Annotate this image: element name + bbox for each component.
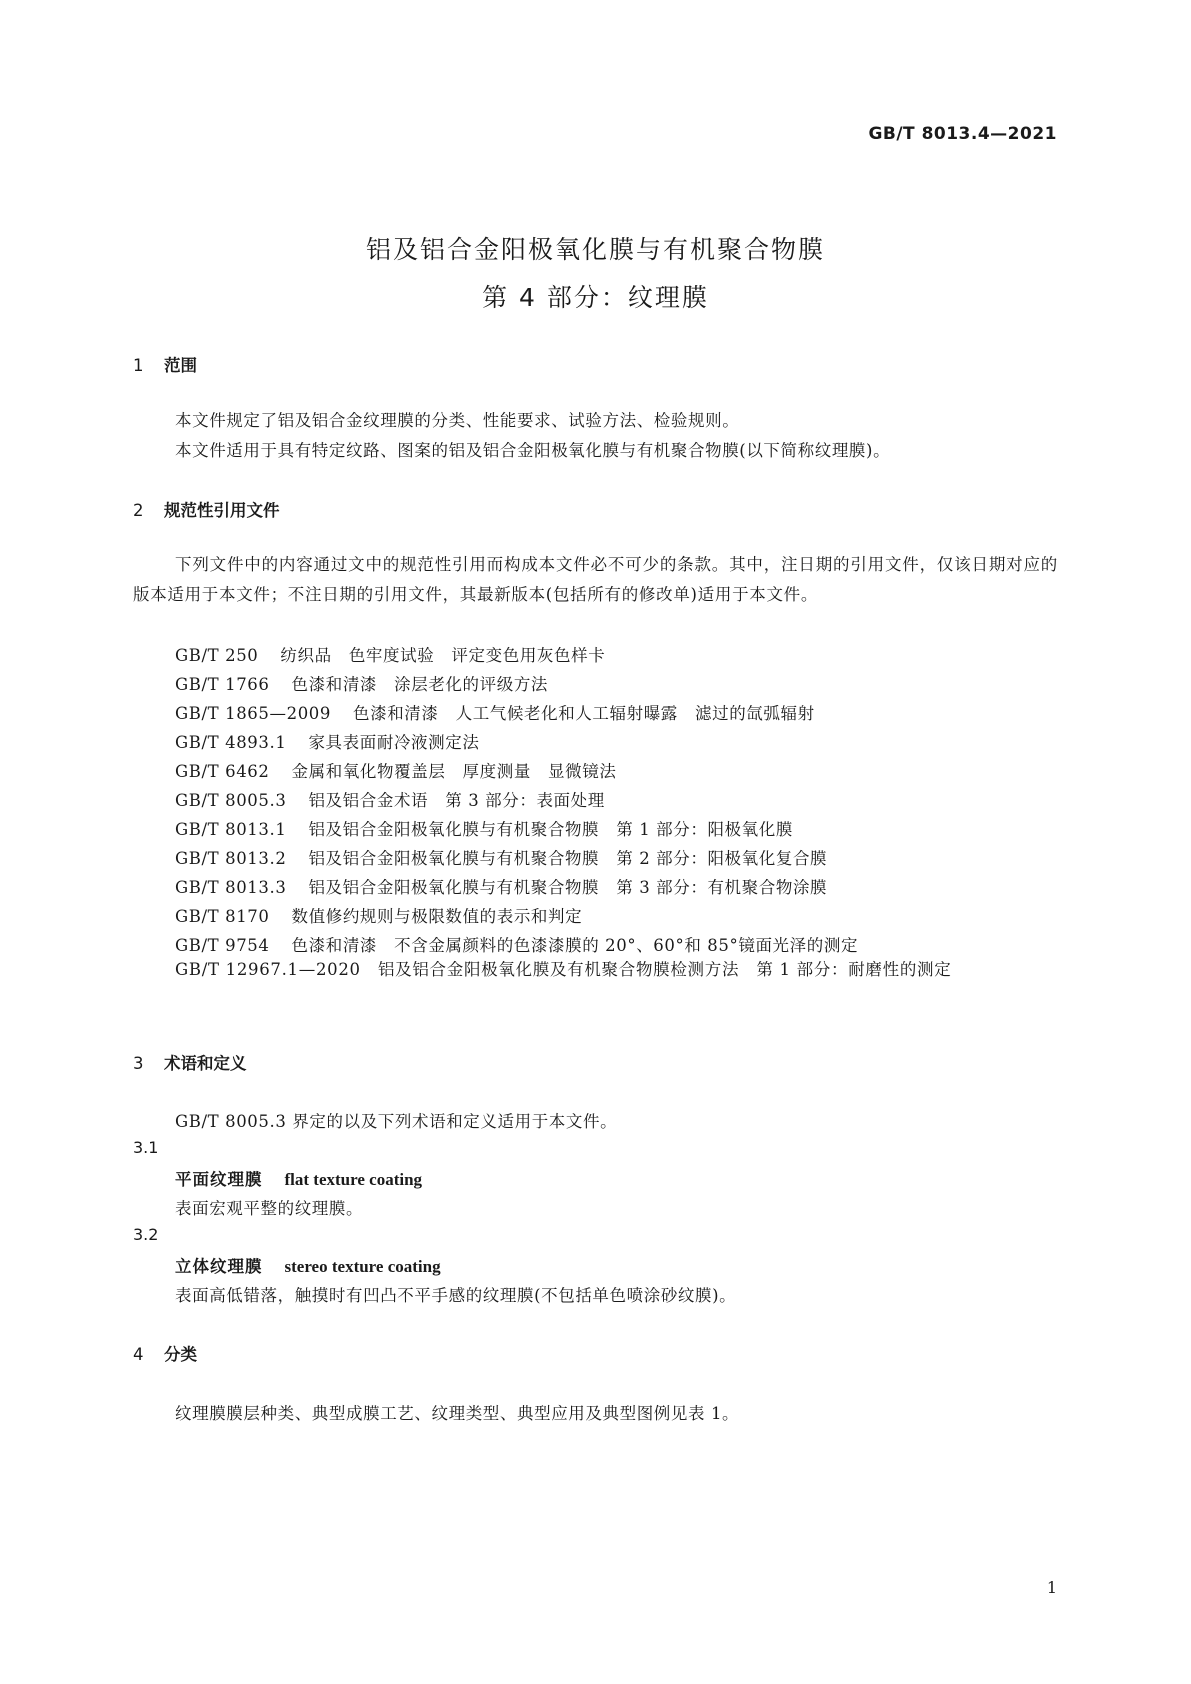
reference-item	[175, 758, 616, 782]
document-subtitle: 第 4 部分：纹理膜	[482, 283, 709, 312]
section-number: 4	[133, 1345, 144, 1364]
section-title: 术语和定义	[164, 1054, 247, 1073]
reference-title: 铝及铝合金阳极氧化膜与有机聚合物膜 第 2 部分：阳极氧化复合膜	[308, 849, 828, 868]
section-number: 1	[133, 356, 144, 375]
reference-item	[175, 642, 605, 666]
reference-item	[175, 874, 827, 898]
section-title: 分类	[164, 1345, 197, 1364]
reference-item	[175, 700, 815, 724]
section-number: 3	[133, 1054, 144, 1073]
term-entry	[175, 1253, 441, 1277]
scope-paragraph: 本文件适用于具有特定纹路、图案的铝及铝合金阳极氧化膜与有机聚合物膜(以下简称纹理膜)。	[175, 441, 891, 460]
reference-title: 色漆和清漆 涂层老化的评级方法	[291, 675, 549, 694]
normative-refs-intro: 下列文件中的内容通过文中的规范性引用而构成本文件必不可少的条款。其中，注日期的引用文件，仅该日期对应的版本适用于本文件；不注日期的引用文件，其最新版本(包括所有的修改单)适用于本文件。	[133, 555, 1058, 604]
scope-paragraph: 本文件规定了铝及铝合金纹理膜的分类、性能要求、试验方法、检验规则。	[175, 411, 740, 430]
reference-title: 纺织品 色牢度试验 评定变色用灰色样卡	[280, 646, 606, 665]
reference-code: GB/T 8005.3	[175, 791, 287, 810]
reference-title: 铝及铝合金阳极氧化膜与有机聚合物膜 第 1 部分：阳极氧化膜	[308, 820, 793, 839]
reference-code: GB/T 9754	[175, 936, 270, 955]
reference-title: 铝及铝合金阳极氧化膜与有机聚合物膜 第 3 部分：有机聚合物涂膜	[308, 878, 828, 897]
reference-item	[175, 816, 793, 840]
term-zh: 平面纹理膜	[175, 1170, 263, 1189]
reference-title: 铝及铝合金术语 第 3 部分：表面处理	[308, 791, 605, 810]
section-title: 规范性引用文件	[164, 501, 280, 520]
document-title: 铝及铝合金阳极氧化膜与有机聚合物膜	[365, 235, 825, 264]
reference-code: GB/T 8013.3	[175, 878, 287, 897]
reference-title: 色漆和清漆 不含金属颜料的色漆漆膜的 20°、60°和 85°镜面光泽的测定	[291, 936, 859, 955]
reference-code: GB/T 250	[175, 646, 259, 665]
reference-title: 金属和氧化物覆盖层 厚度测量 显微镜法	[291, 762, 617, 781]
reference-code: GB/T 4893.1	[175, 733, 287, 752]
term-number: 3.2	[133, 1225, 159, 1244]
terms-intro: GB/T 8005.3 界定的以及下列术语和定义适用于本文件。	[175, 1112, 618, 1131]
reference-item	[175, 845, 827, 869]
section-heading-terms	[133, 1050, 247, 1074]
reference-title: 数值修约规则与极限数值的表示和判定	[291, 907, 583, 926]
reference-code: GB/T 8013.1	[175, 820, 287, 839]
term-definition: 表面宏观平整的纹理膜。	[175, 1199, 364, 1218]
term-definition: 表面高低错落，触摸时有凹凸不平手感的纹理膜(不包括单色喷涂砂纹膜)。	[175, 1286, 737, 1305]
reference-title: 家具表面耐冷液测定法	[308, 733, 480, 752]
standard-code: GB/T 8013.4—2021	[868, 124, 1057, 144]
section-title: 范围	[164, 356, 197, 375]
reference-item	[175, 932, 858, 956]
reference-item	[175, 729, 479, 753]
section-number: 2	[133, 501, 144, 520]
reference-code: GB/T 6462	[175, 762, 270, 781]
term-en: stereo texture coating	[284, 1257, 441, 1276]
term-zh: 立体纹理膜	[175, 1257, 263, 1276]
reference-code: GB/T 1865—2009	[175, 704, 331, 723]
section-heading-classification	[133, 1341, 197, 1365]
reference-item	[175, 787, 605, 811]
reference-title: 色漆和清漆 人工气候老化和人工辐射曝露 滤过的氙弧辐射	[353, 704, 815, 723]
section-heading-scope	[133, 352, 197, 376]
term-entry	[175, 1166, 422, 1190]
reference-item	[175, 903, 582, 927]
reference-code: GB/T 1766	[175, 675, 270, 694]
classification-paragraph: 纹理膜膜层种类、典型成膜工艺、纹理类型、典型应用及典型图例见表 1。	[175, 1404, 740, 1423]
term-en: flat texture coating	[284, 1170, 423, 1189]
reference-code: GB/T 8170	[175, 907, 270, 926]
term-number: 3.1	[133, 1138, 159, 1157]
section-heading-normative-refs	[133, 497, 280, 521]
reference-code: GB/T 8013.2	[175, 849, 287, 868]
reference-item	[175, 671, 548, 695]
page-number: 1	[1046, 1578, 1057, 1597]
reference-item: GB/T 12967.1—2020 铝及铝合金阳极氧化膜及有机聚合物膜检测方法 第 1 部分：耐磨性的测定	[175, 960, 952, 979]
